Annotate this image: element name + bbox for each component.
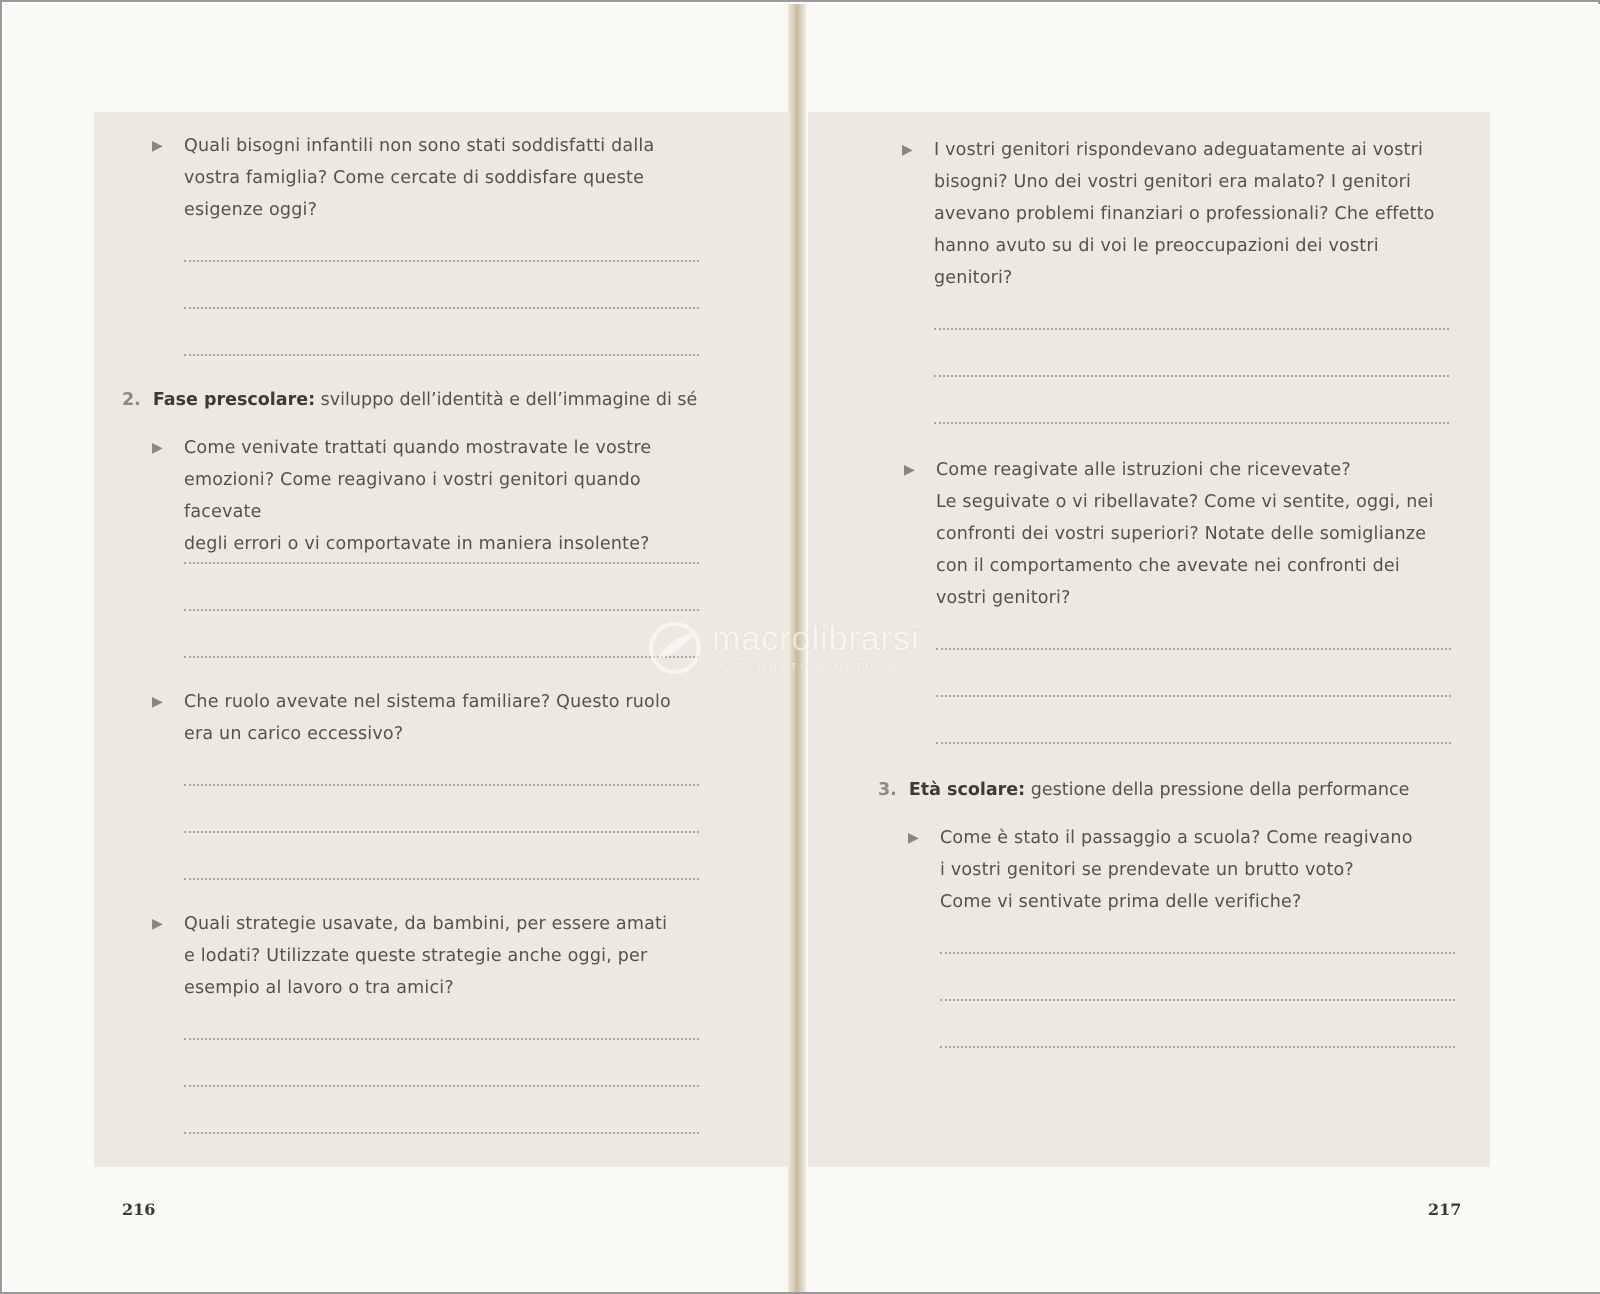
section-number: 2.	[122, 390, 141, 410]
triangle-right-icon: ▶	[152, 440, 163, 456]
question-text: Come reagivate alle istruzioni che ricevevate? Le seguivate o vi ribellavate? Come vi sentite, oggi, nei confronti dei vostri superiori? Notate delle somiglianze con il comportamento che avevate nei confronti dei vostri genitori?	[936, 460, 1434, 608]
answer-line[interactable]	[184, 609, 699, 611]
leaf-swoosh-icon	[642, 620, 708, 676]
question-text: Come venivate trattati quando mostravate le vostre emozioni? Come reagivano i vostri genitori quando facevate degli errori o vi comportavate in maniera insolente?	[184, 438, 652, 554]
answer-line[interactable]	[936, 648, 1451, 650]
answer-line[interactable]	[184, 307, 699, 309]
watermark-brand: macrolibrarsi	[712, 620, 920, 658]
answer-line[interactable]	[940, 1046, 1455, 1048]
answer-line[interactable]	[184, 1085, 699, 1087]
question-text: Quali strategie usavate, da bambini, per essere amati e lodati? Utilizzate queste strategie anche oggi, per esempio al lavoro o tra amici?	[184, 914, 668, 998]
answer-line[interactable]	[184, 1038, 699, 1040]
answer-line[interactable]	[934, 375, 1449, 377]
answer-line[interactable]	[184, 784, 699, 786]
section-number: 3.	[878, 780, 897, 800]
triangle-right-icon: ▶	[152, 694, 163, 710]
section-title: Età scolare:	[908, 780, 1026, 800]
section-title: Fase prescolare:	[152, 390, 316, 410]
triangle-right-icon: ▶	[152, 916, 163, 932]
question	[184, 908, 704, 1004]
answer-line[interactable]	[184, 1132, 699, 1134]
watermark-tagline: ALTERNATIVA NATURALE	[718, 662, 919, 673]
answer-line[interactable]	[940, 952, 1455, 954]
section-heading	[878, 774, 1409, 806]
question	[184, 130, 704, 226]
question	[936, 454, 1476, 614]
page-number: 216	[122, 1200, 156, 1219]
answer-line[interactable]	[184, 831, 699, 833]
page-number: 217	[1428, 1200, 1462, 1219]
answer-line[interactable]	[934, 328, 1449, 330]
answer-line[interactable]	[936, 695, 1451, 697]
question-text: Quali bisogni infantili non sono stati soddisfatti dalla vostra famiglia? Come cercate di soddisfare queste esigenze oggi?	[184, 136, 655, 220]
answer-line[interactable]	[184, 562, 699, 564]
answer-line[interactable]	[940, 999, 1455, 1001]
question	[184, 686, 704, 750]
question-text: I vostri genitori rispondevano adeguatamente ai vostri bisogni? Uno dei vostri genitori era malato? I genitori avevano problemi finanziari o professionali? Che effetto hanno avuto su di voi le preoccupazioni dei vostri genitori?	[934, 140, 1435, 288]
answer-line[interactable]	[184, 878, 699, 880]
answer-line[interactable]	[934, 422, 1449, 424]
section-heading	[122, 384, 697, 416]
answer-line[interactable]	[936, 742, 1451, 744]
watermark	[642, 620, 972, 680]
triangle-right-icon: ▶	[152, 138, 163, 154]
triangle-right-icon: ▶	[908, 830, 919, 846]
section-subtitle: sviluppo dell’identità e dell’immagine di sé	[320, 390, 698, 410]
section-subtitle: gestione della pressione della performance	[1030, 780, 1410, 800]
triangle-right-icon: ▶	[904, 462, 915, 478]
answer-line[interactable]	[184, 354, 699, 356]
answer-line[interactable]	[184, 656, 699, 658]
question-text: Che ruolo avevate nel sistema familiare? Questo ruolo era un carico eccessivo?	[184, 692, 671, 744]
answer-line[interactable]	[184, 260, 699, 262]
question-text: Come è stato il passaggio a scuola? Come reagivano i vostri genitori se prendevate un brutto voto? Come vi sentivate prima delle verifiche?	[940, 828, 1413, 912]
question	[940, 822, 1460, 918]
question	[934, 134, 1474, 294]
triangle-right-icon: ▶	[902, 142, 913, 158]
question	[184, 432, 724, 560]
